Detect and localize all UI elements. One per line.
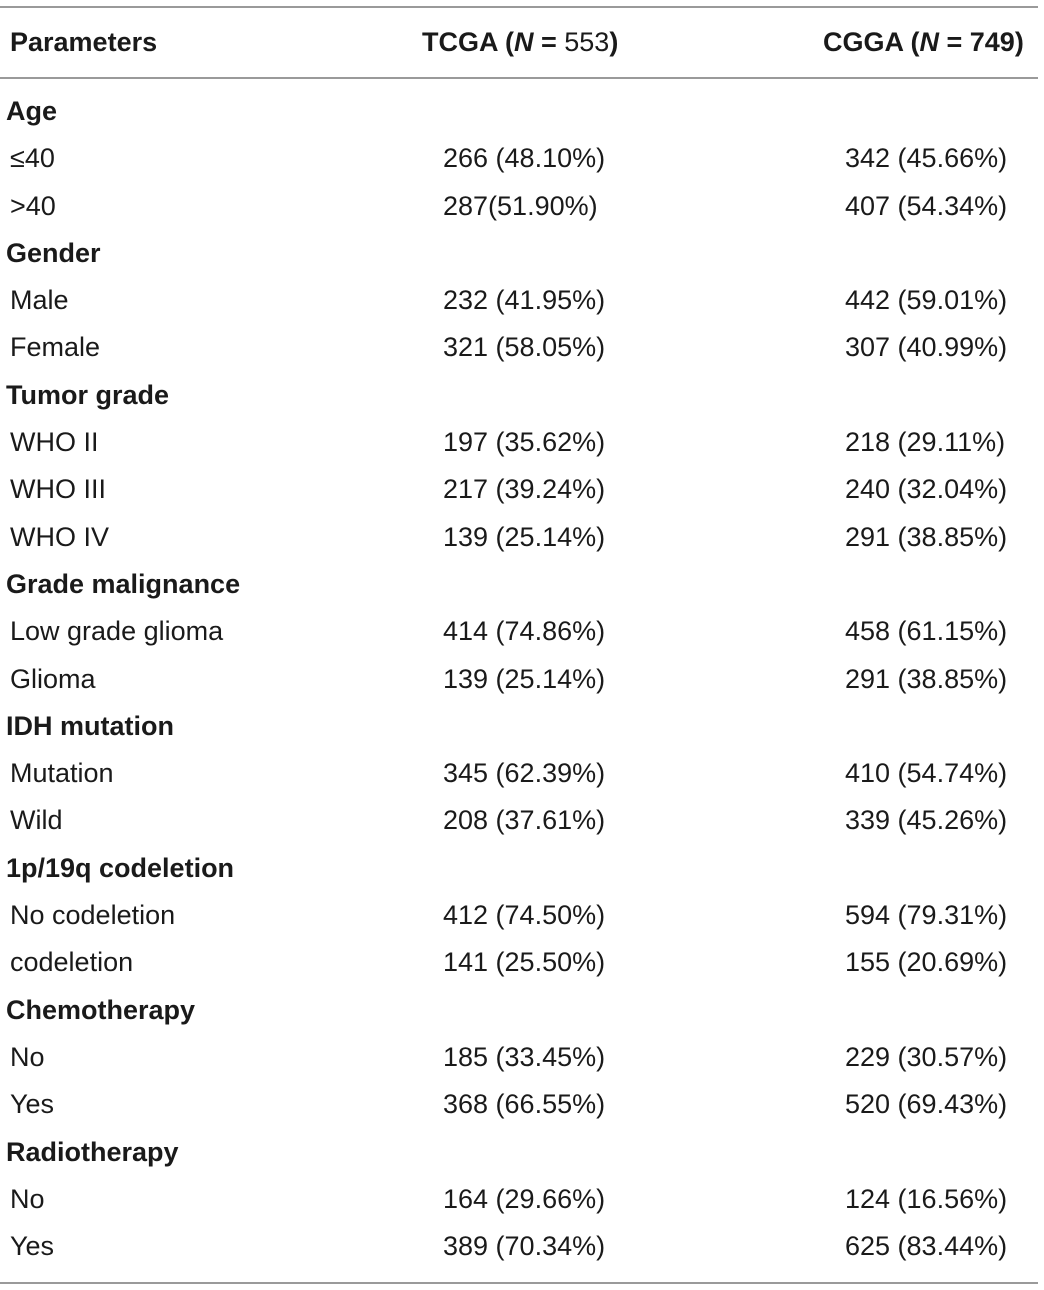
tcga-value: 164 (29.66%) xyxy=(443,1183,606,1214)
row-label: WHO IV xyxy=(10,521,109,552)
cgga-value: 520 (69.43%) xyxy=(845,1089,1008,1120)
table-row xyxy=(0,183,1044,230)
section-label: Radiotherapy xyxy=(6,1136,179,1167)
header-tcga-suffix: ) xyxy=(609,27,619,57)
row-label: >40 xyxy=(10,190,56,221)
cgga-value: 407 (54.34%) xyxy=(845,190,1008,221)
row-label: Mutation xyxy=(10,758,114,789)
table-row xyxy=(0,939,1044,986)
row-label: Yes xyxy=(10,1089,55,1120)
table-row xyxy=(0,892,1044,939)
table-row xyxy=(0,656,1044,703)
cgga-value: 240 (32.04%) xyxy=(845,474,1008,505)
table-row xyxy=(0,466,1044,513)
section-row xyxy=(0,561,1044,608)
table-row xyxy=(0,135,1044,182)
cgga-value: 342 (45.66%) xyxy=(845,143,1008,174)
row-label: Low grade glioma xyxy=(10,616,224,647)
cgga-value: 307 (40.99%) xyxy=(845,332,1008,363)
table-row xyxy=(0,750,1044,797)
row-label: Wild xyxy=(10,805,63,836)
table-row xyxy=(0,419,1044,466)
table-header-row xyxy=(0,8,1044,77)
table-row xyxy=(0,608,1044,655)
section-label: Tumor grade xyxy=(6,379,170,410)
cgga-value: 458 (61.15%) xyxy=(845,616,1008,647)
tcga-value: 345 (62.39%) xyxy=(443,758,606,789)
table-row xyxy=(0,1223,1044,1270)
row-label: codeletion xyxy=(10,947,134,978)
section-row xyxy=(0,1129,1044,1176)
row-label: Glioma xyxy=(10,663,96,694)
header-cgga-n: N xyxy=(919,27,939,57)
table-row xyxy=(0,1034,1044,1081)
cgga-value: 155 (20.69%) xyxy=(845,947,1008,978)
table-row xyxy=(0,797,1044,844)
section-row xyxy=(0,845,1044,892)
cgga-value: 229 (30.57%) xyxy=(845,1041,1008,1072)
table-row xyxy=(0,1176,1044,1223)
tcga-value: 232 (41.95%) xyxy=(443,285,606,316)
section-row xyxy=(0,987,1044,1034)
table-row xyxy=(0,514,1044,561)
cgga-value: 124 (16.56%) xyxy=(845,1183,1008,1214)
header-tcga-prefix: TCGA ( xyxy=(422,27,514,57)
table-row xyxy=(0,324,1044,371)
header-cgga-eq: = 749) xyxy=(939,27,1024,57)
tcga-value: 287(51.90%) xyxy=(443,190,598,221)
row-label: Yes xyxy=(10,1231,55,1262)
cgga-value: 442 (59.01%) xyxy=(845,285,1008,316)
section-label: Chemotherapy xyxy=(6,994,196,1025)
header-tcga-eq: = xyxy=(533,27,565,57)
cgga-value: 291 (38.85%) xyxy=(845,663,1008,694)
section-label: Grade malignance xyxy=(6,568,241,599)
cgga-value: 594 (79.31%) xyxy=(845,900,1008,931)
row-label: No xyxy=(10,1041,45,1072)
section-label: Age xyxy=(6,96,58,126)
cgga-value: 291 (38.85%) xyxy=(845,521,1008,552)
tcga-value: 208 (37.61%) xyxy=(443,805,606,836)
row-label: WHO III xyxy=(10,474,106,505)
header-tcga-n: N xyxy=(513,27,534,57)
table-header-rule xyxy=(0,77,1038,79)
row-label: Female xyxy=(10,332,101,363)
header-cgga-prefix: CGGA ( xyxy=(823,27,920,57)
cgga-value: 410 (54.74%) xyxy=(845,758,1008,789)
row-label: No xyxy=(10,1183,45,1214)
tcga-value: 368 (66.55%) xyxy=(443,1089,606,1120)
row-label: ≤40 xyxy=(10,143,55,174)
section-label: IDH mutation xyxy=(6,710,174,741)
section-row xyxy=(0,703,1044,750)
table-row xyxy=(0,277,1044,324)
header-parameters: Parameters xyxy=(10,27,158,57)
row-label: WHO II xyxy=(10,427,99,458)
row-label: No codeletion xyxy=(10,900,176,931)
cgga-value: 218 (29.11%) xyxy=(845,427,1006,458)
tcga-value: 139 (25.14%) xyxy=(443,663,606,694)
tcga-value: 185 (33.45%) xyxy=(443,1041,606,1072)
tcga-value: 266 (48.10%) xyxy=(443,143,606,174)
header-cgga xyxy=(823,8,1024,77)
header-tcga xyxy=(422,8,618,77)
cgga-value: 339 (45.26%) xyxy=(845,805,1008,836)
cgga-value: 625 (83.44%) xyxy=(845,1231,1008,1262)
table-body xyxy=(0,88,1044,1270)
header-tcga-count: 553 xyxy=(564,27,610,57)
tcga-value: 217 (39.24%) xyxy=(443,474,606,505)
tcga-value: 412 (74.50%) xyxy=(443,900,606,931)
tcga-value: 141 (25.50%) xyxy=(443,947,606,978)
tcga-value: 197 (35.62%) xyxy=(443,427,606,458)
section-label: 1p/19q codeletion xyxy=(6,852,235,883)
section-row xyxy=(0,372,1044,419)
tcga-value: 139 (25.14%) xyxy=(443,521,606,552)
table-row xyxy=(0,1081,1044,1128)
table-bottom-rule xyxy=(0,1282,1038,1284)
row-label: Male xyxy=(10,285,69,316)
section-label: Gender xyxy=(6,237,101,268)
tcga-value: 389 (70.34%) xyxy=(443,1231,606,1262)
section-row xyxy=(0,88,1044,135)
section-row xyxy=(0,230,1044,277)
tcga-value: 414 (74.86%) xyxy=(443,616,606,647)
tcga-value: 321 (58.05%) xyxy=(443,332,606,363)
